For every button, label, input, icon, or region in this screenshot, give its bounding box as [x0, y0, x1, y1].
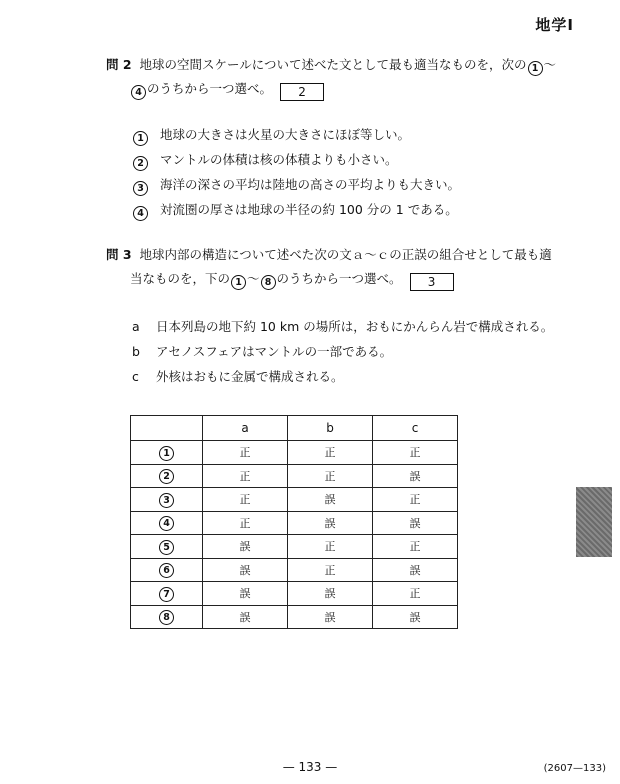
q3-statement-a-label: a [132, 319, 140, 334]
row-num-circle: 2 [159, 469, 174, 484]
table-row-num [131, 605, 203, 629]
q2-label: 問 2 [106, 57, 132, 72]
table-row-num [131, 535, 203, 559]
table-header-a: a [203, 416, 288, 441]
q2-option-2-num: 2 [133, 156, 148, 171]
q2-option-4-num: 4 [133, 206, 148, 221]
q3-tilde: 〜 [247, 271, 260, 286]
table-cell-a: 誤 [203, 582, 288, 606]
q3-range-start: 1 [231, 275, 246, 290]
table-cell-b: 誤 [288, 511, 373, 535]
q2-option-3-text: 海洋の深さの平均は陸地の高さの平均よりも大きい。 [160, 177, 461, 192]
row-num-circle: 5 [159, 540, 174, 555]
table-cell-c: 誤 [373, 558, 458, 582]
q3-text2b: のうちから一つ選べ。 [276, 271, 402, 286]
table-cell-b: 正 [288, 441, 373, 465]
table-cell-b: 正 [288, 558, 373, 582]
table-header-b: b [288, 416, 373, 441]
q2-text1: 地球の空間スケールについて述べた文として最も適当なものを，次の [139, 57, 527, 72]
q2-option-4[interactable] [132, 201, 458, 221]
table-row-num [131, 488, 203, 512]
q3-line2 [130, 270, 454, 291]
table-cell-a: 正 [203, 441, 288, 465]
table-row[interactable] [131, 464, 458, 488]
q2-line1 [106, 56, 556, 76]
table-row[interactable] [131, 582, 458, 606]
table-cell-a: 正 [203, 511, 288, 535]
table-cell-b: 誤 [288, 488, 373, 512]
q3-statement-a-text: 日本列島の地下約 10 km の場所は，おもにかんらん岩で構成される。 [156, 319, 554, 334]
q3-statement-c-label: c [132, 369, 139, 384]
page-number: — 133 — [282, 760, 338, 774]
table-cell-a: 正 [203, 488, 288, 512]
page-edge-tab [576, 487, 612, 557]
table-cell-b: 誤 [288, 582, 373, 606]
subject-title: 地学Ⅰ [535, 16, 574, 34]
q2-range-start: 1 [528, 61, 543, 76]
table-cell-b: 正 [288, 535, 373, 559]
q2-option-3-num: 3 [133, 181, 148, 196]
table-row-num [131, 511, 203, 535]
table-cell-a: 誤 [203, 605, 288, 629]
q3-text2a: 当なものを，下の [130, 271, 231, 286]
answer-table [130, 415, 458, 629]
q2-option-3[interactable] [132, 176, 460, 196]
row-num-circle: 1 [159, 446, 174, 461]
table-cell-a: 正 [203, 464, 288, 488]
q3-statement-b [132, 343, 392, 361]
q2-option-2[interactable] [132, 151, 398, 171]
table-cell-c: 誤 [373, 511, 458, 535]
table-row[interactable] [131, 511, 458, 535]
table-row-num [131, 441, 203, 465]
q3-line1 [106, 246, 552, 264]
q3-statement-b-label: b [132, 344, 140, 359]
q3-answer-box[interactable]: 3 [410, 273, 454, 291]
table-row-num [131, 558, 203, 582]
table-cell-c: 正 [373, 535, 458, 559]
table-row[interactable] [131, 441, 458, 465]
q3-range-end: 8 [261, 275, 276, 290]
row-num-circle: 8 [159, 610, 174, 625]
q2-tilde: 〜 [543, 57, 557, 72]
row-num-circle: 7 [159, 587, 174, 602]
row-num-circle: 3 [159, 493, 174, 508]
table-cell-a: 誤 [203, 535, 288, 559]
q3-text1: 地球内部の構造について述べた次の文ａ〜ｃの正誤の組合せとして最も適 [139, 247, 552, 262]
table-row-num [131, 582, 203, 606]
q3-statement-b-text: アセノスフェアはマントルの一部である。 [156, 344, 393, 359]
q2-line2 [130, 80, 324, 101]
table-row[interactable] [131, 535, 458, 559]
q3-statement-c [132, 368, 344, 386]
table-header-c: c [373, 416, 458, 441]
row-num-circle: 4 [159, 516, 174, 531]
table-cell-c: 誤 [373, 464, 458, 488]
table-row[interactable] [131, 605, 458, 629]
table-row[interactable] [131, 558, 458, 582]
table-header-row [131, 416, 458, 441]
q3-statement-c-text: 外核はおもに金属で構成される。 [156, 369, 344, 384]
table-cell-c: 正 [373, 582, 458, 606]
q3-label: 問 3 [106, 247, 132, 262]
q3-statement-a [132, 318, 553, 336]
q2-text2: のうちから一つ選べ。 [147, 81, 273, 96]
table-cell-c: 正 [373, 488, 458, 512]
table-cell-c: 正 [373, 441, 458, 465]
q2-option-1[interactable] [132, 126, 410, 146]
q2-option-1-text: 地球の大きさは火星の大きさにほぼ等しい。 [160, 127, 411, 142]
table-cell-a: 誤 [203, 558, 288, 582]
q2-answer-box[interactable]: 2 [280, 83, 324, 101]
q2-range-end: 4 [131, 85, 146, 100]
table-row[interactable] [131, 488, 458, 512]
exam-code: (2607—133) [543, 763, 606, 774]
table-corner-cell [131, 416, 203, 441]
q2-option-1-num: 1 [133, 131, 148, 146]
table-cell-b: 正 [288, 464, 373, 488]
table-row-num [131, 464, 203, 488]
q2-option-4-text: 対流圏の厚さは地球の半径の約 100 分の 1 である。 [160, 202, 458, 217]
table-cell-b: 誤 [288, 605, 373, 629]
table-cell-c: 誤 [373, 605, 458, 629]
row-num-circle: 6 [159, 563, 174, 578]
q2-option-2-text: マントルの体積は核の体積よりも小さい。 [160, 152, 398, 167]
